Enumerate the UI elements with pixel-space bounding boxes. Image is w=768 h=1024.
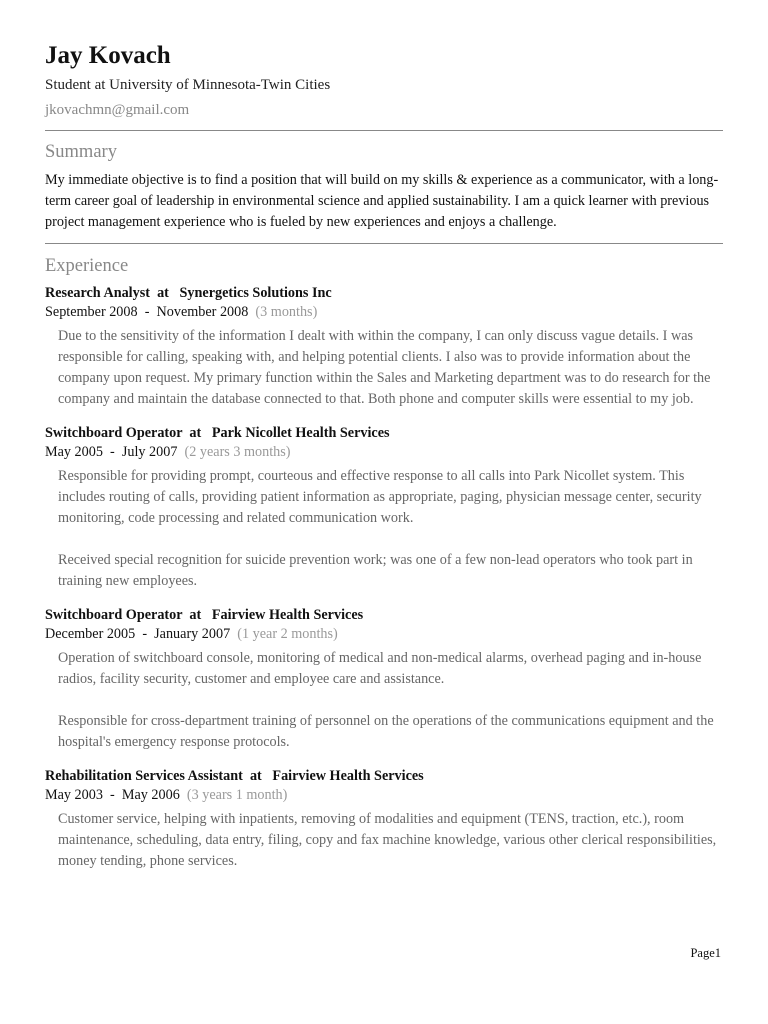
experience-heading: Experience [45,256,129,276]
page-number: Page1 [690,946,721,960]
job-duration: (3 years 1 month) [186,787,288,803]
job-company: Park Nicollet Health Services [211,425,390,441]
job-start: May 2003 [45,787,103,803]
job-company: Fairview Health Services [272,768,424,784]
divider [45,130,723,131]
job-paragraph: Responsible for providing prompt, courteous and effective response to all calls into Park Nicollet system. This includes routing of calls, providing patient information as appropriate, paging, physician message center, security monitoring, code processing and related communication work. [58,468,702,526]
headline: Student at University of Minnesota-Twin Cities [45,77,331,93]
job-heading: Rehabilitation Services Assistant at Fairview Health Services [45,768,424,784]
job-description [45,466,723,592]
job-duration: (3 months) [255,304,318,320]
job-paragraph: Received special recognition for suicide prevention work; was one of a few non-lead operators who took part in training new employees. [58,552,693,589]
summary-text: My immediate objective is to find a position that will build on my skills & experience as a communicator, with a long-term career goal of leadership in environmental science and applied sustainability. I am a quick learner with previous project management experience who is fueled by new experiences and enjoys a challenge. [45,172,719,230]
job-title: Research Analyst [45,285,150,301]
job-paragraph: Responsible for cross-department training of personnel on the operations of the communications equipment and the hospital's emergency response protocols. [58,713,714,750]
job-title: Switchboard Operator [45,607,183,623]
job-title: Switchboard Operator [45,425,183,441]
email-address[interactable]: jkovachmn@gmail.com [45,102,190,118]
job-heading: Switchboard Operator at Park Nicollet Health Services [45,425,390,441]
resume-page [45,40,723,872]
job-end: January 2007 [154,626,231,642]
job-dates: May 2003 - May 2006 (3 years 1 month) [45,787,288,803]
job-description [45,326,723,410]
job-dates: December 2005 - January 2007 (1 year 2 months) [45,626,338,642]
job-end: November 2008 [156,304,249,320]
job-end: July 2007 [121,444,178,460]
job-paragraph: Operation of switchboard console, monitoring of medical and non-medical alarms, overhead paging and in-house radios, facility security, customer and employee care and assistance. [58,650,702,687]
job-dates: September 2008 - November 2008 (3 months) [45,304,318,320]
job-start: December 2005 [45,626,136,642]
job-description [45,648,723,753]
job-heading: Research Analyst at Synergetics Solutions Inc [45,285,332,301]
job-title: Rehabilitation Services Assistant [45,768,243,784]
job-heading: Switchboard Operator at Fairview Health Services [45,607,364,623]
job-paragraph: Customer service, helping with inpatients, removing of modalities and equipment (TENS, traction, etc.), room maintenance, scheduling, data entry, filing, copy and fax machine knowledge, various other clerical responsibilities, money tending, phone services. [58,811,717,869]
job-start: May 2005 [45,444,103,460]
job-company: Fairview Health Services [211,607,364,623]
person-name: Jay Kovach [45,42,171,69]
job-company: Synergetics Solutions Inc [179,285,332,301]
job-entry [45,606,723,753]
job-end: May 2006 [121,787,180,803]
job-duration: (2 years 3 months) [184,444,291,460]
job-description [45,809,723,872]
job-start: September 2008 [45,304,138,320]
job-entry [45,767,723,872]
job-entry [45,284,723,410]
divider [45,243,723,244]
job-dates: May 2005 - July 2007 (2 years 3 months) [45,444,291,460]
summary-heading: Summary [45,142,117,162]
job-entry [45,424,723,592]
job-duration: (1 year 2 months) [237,626,338,642]
job-paragraph: Due to the sensitivity of the information I dealt with within the company, I can only discuss vague details. I was responsible for calling, speaking with, and helping potential clients. I also was to provide information about the company upon request. My primary function within the Sales and Marketing department was to do research for the company and maintain the database connected to that. Both phone and computer skills were essential to my job. [58,328,711,407]
